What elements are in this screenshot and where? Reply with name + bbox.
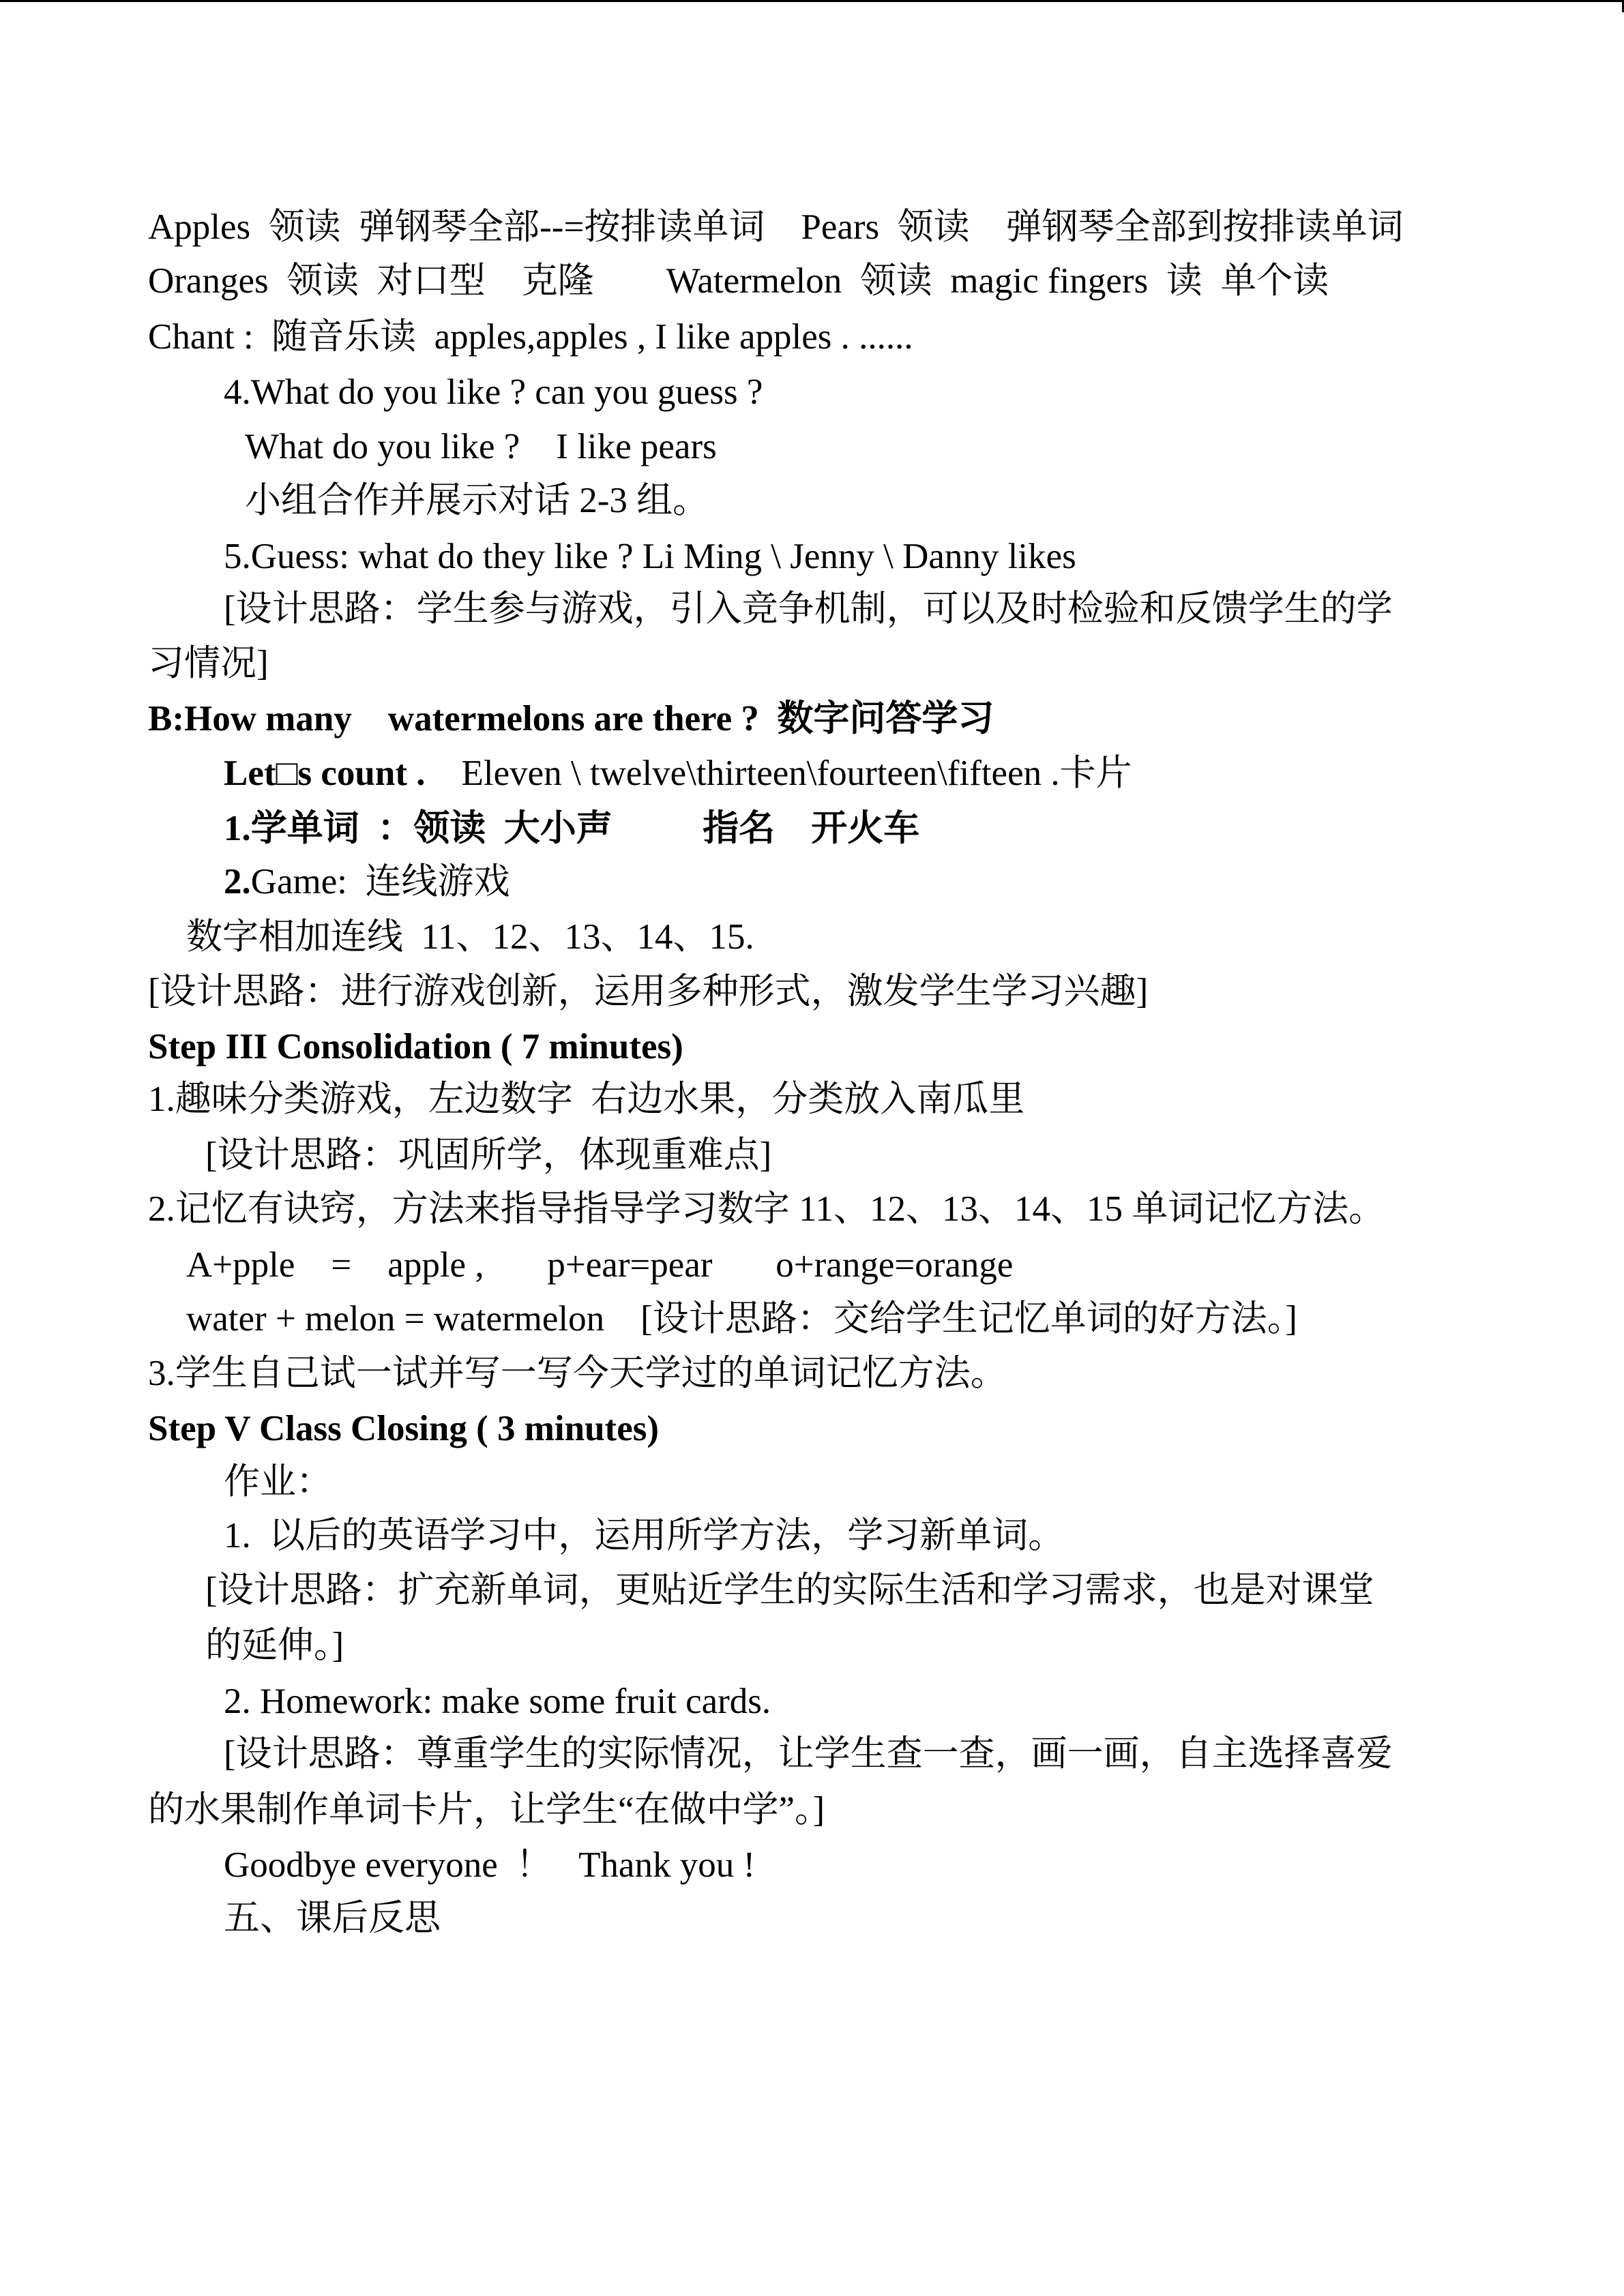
text-line <box>186 910 754 964</box>
line-text: [设计思路：扩充新单词，更贴近学生的实际生活和学习需求，也是对课堂 <box>205 1570 1374 1610</box>
section-heading <box>148 1401 659 1456</box>
line-text: Chant : 随音乐读 apples,apples , I like apples . ...... <box>148 317 913 357</box>
text-line <box>148 1346 1007 1401</box>
line-text: 3.学生自己试一试并写一写今天学过的单词记忆方法。 <box>148 1354 1007 1393</box>
line-text: 2.记忆有诀窍，方法来指导指导学习数字 11、12、13、14、15 单词记忆方法。 <box>148 1189 1385 1229</box>
text-line <box>245 473 709 528</box>
line-text: 小组合作并展示对话 2-3 组。 <box>245 481 709 520</box>
line-text: 习情况] <box>148 644 269 683</box>
text-line <box>148 1182 1385 1236</box>
text-line <box>186 1292 1297 1346</box>
text-line <box>148 200 1404 254</box>
line-text: [设计思路：进行游戏创新，运用多种形式，激发学生学习兴趣] <box>148 972 1149 1011</box>
text-line <box>224 1508 1064 1563</box>
design-note-continued <box>148 636 269 691</box>
page-top-border <box>0 0 1624 2</box>
line-text: Apples 领读 弹钢琴全部--=按排读单词 Pears 领读 弹钢琴全部到按排读单词 <box>148 207 1404 247</box>
line-text: 作业： <box>224 1462 332 1502</box>
design-note <box>148 964 1148 1019</box>
heading-text: Step V Class Closing ( 3 minutes) <box>148 1409 659 1448</box>
text-line <box>224 1674 771 1729</box>
line-text: Goodbye everyone ！ Thank you ! <box>224 1845 756 1885</box>
line-text: 4.What do you like ? can you guess ? <box>224 372 763 412</box>
line-text: 5.Guess: what do they like ? Li Ming \ Jenny \ Danny likes <box>224 537 1076 576</box>
text-line <box>148 254 1329 308</box>
line-text: 1.学单词 ：领读 大小声 指名 开火车 <box>224 809 920 848</box>
text-line <box>186 1238 1013 1292</box>
line-text: [设计思路：学生参与游戏，引入竞争机制，可以及时检验和反馈学生的学 <box>224 589 1393 629</box>
heading-text: Step III Consolidation ( 7 minutes) <box>148 1027 683 1067</box>
design-note <box>205 1128 771 1182</box>
text-line <box>224 746 1132 801</box>
design-note <box>205 1563 1374 1617</box>
line-text: Oranges 领读 对口型 克隆 Watermelon 领读 magic fingers 读 单个读 <box>148 261 1329 301</box>
heading-text: B:How many watermelons are there ? 数字问答学习 <box>148 699 994 739</box>
text-line <box>224 854 510 909</box>
section-heading <box>148 691 994 746</box>
design-note-continued <box>205 1618 344 1673</box>
line-text: 1.趣味分类游戏，左边数字 右边水果，分类放入南瓜里 <box>148 1079 1025 1119</box>
line-text: 1. 以后的英语学习中，运用所学方法，学习新单词。 <box>224 1516 1065 1555</box>
text-line <box>224 1455 332 1509</box>
bold-segment: 2. <box>224 862 251 901</box>
text-line <box>224 529 1076 584</box>
line-text: water + melon = watermelon [设计思路：交给学生记忆单词的好方法。] <box>186 1299 1297 1339</box>
section-heading <box>224 1891 441 1945</box>
text-line <box>245 419 717 474</box>
bold-segment: Let□s count . <box>224 754 426 793</box>
heading-text: 五、课后反思 <box>224 1898 441 1938</box>
line-text: Game: 连线游戏 <box>250 862 510 901</box>
line-text: 的延伸。] <box>205 1626 344 1665</box>
text-line <box>224 801 919 856</box>
text-line <box>224 1838 755 1892</box>
line-text: Eleven \ twelve\thirteen\fourteen\fifteen .卡片 <box>425 754 1132 793</box>
text-line <box>148 310 913 364</box>
line-text: 2. Homework: make some fruit cards. <box>224 1682 771 1721</box>
design-note <box>224 1727 1393 1781</box>
design-note <box>224 582 1393 636</box>
line-text: [设计思路：巩固所学，体现重难点] <box>205 1135 772 1175</box>
line-text: [设计思路：尊重学生的实际情况，让学生查一查，画一画，自主选择喜爱 <box>224 1734 1393 1774</box>
line-text: 的水果制作单词卡片，让学生“在做中学”。] <box>148 1790 825 1830</box>
section-heading <box>148 1019 683 1074</box>
design-note-continued <box>148 1783 825 1837</box>
line-text: A+pple = apple , p+ear=pear o+range=orange <box>186 1245 1014 1285</box>
line-text: 数字相加连线 11、12、13、14、15. <box>186 917 754 957</box>
text-line <box>224 365 763 419</box>
line-text: What do you like ? I like pears <box>245 427 717 466</box>
text-line <box>148 1072 1024 1127</box>
